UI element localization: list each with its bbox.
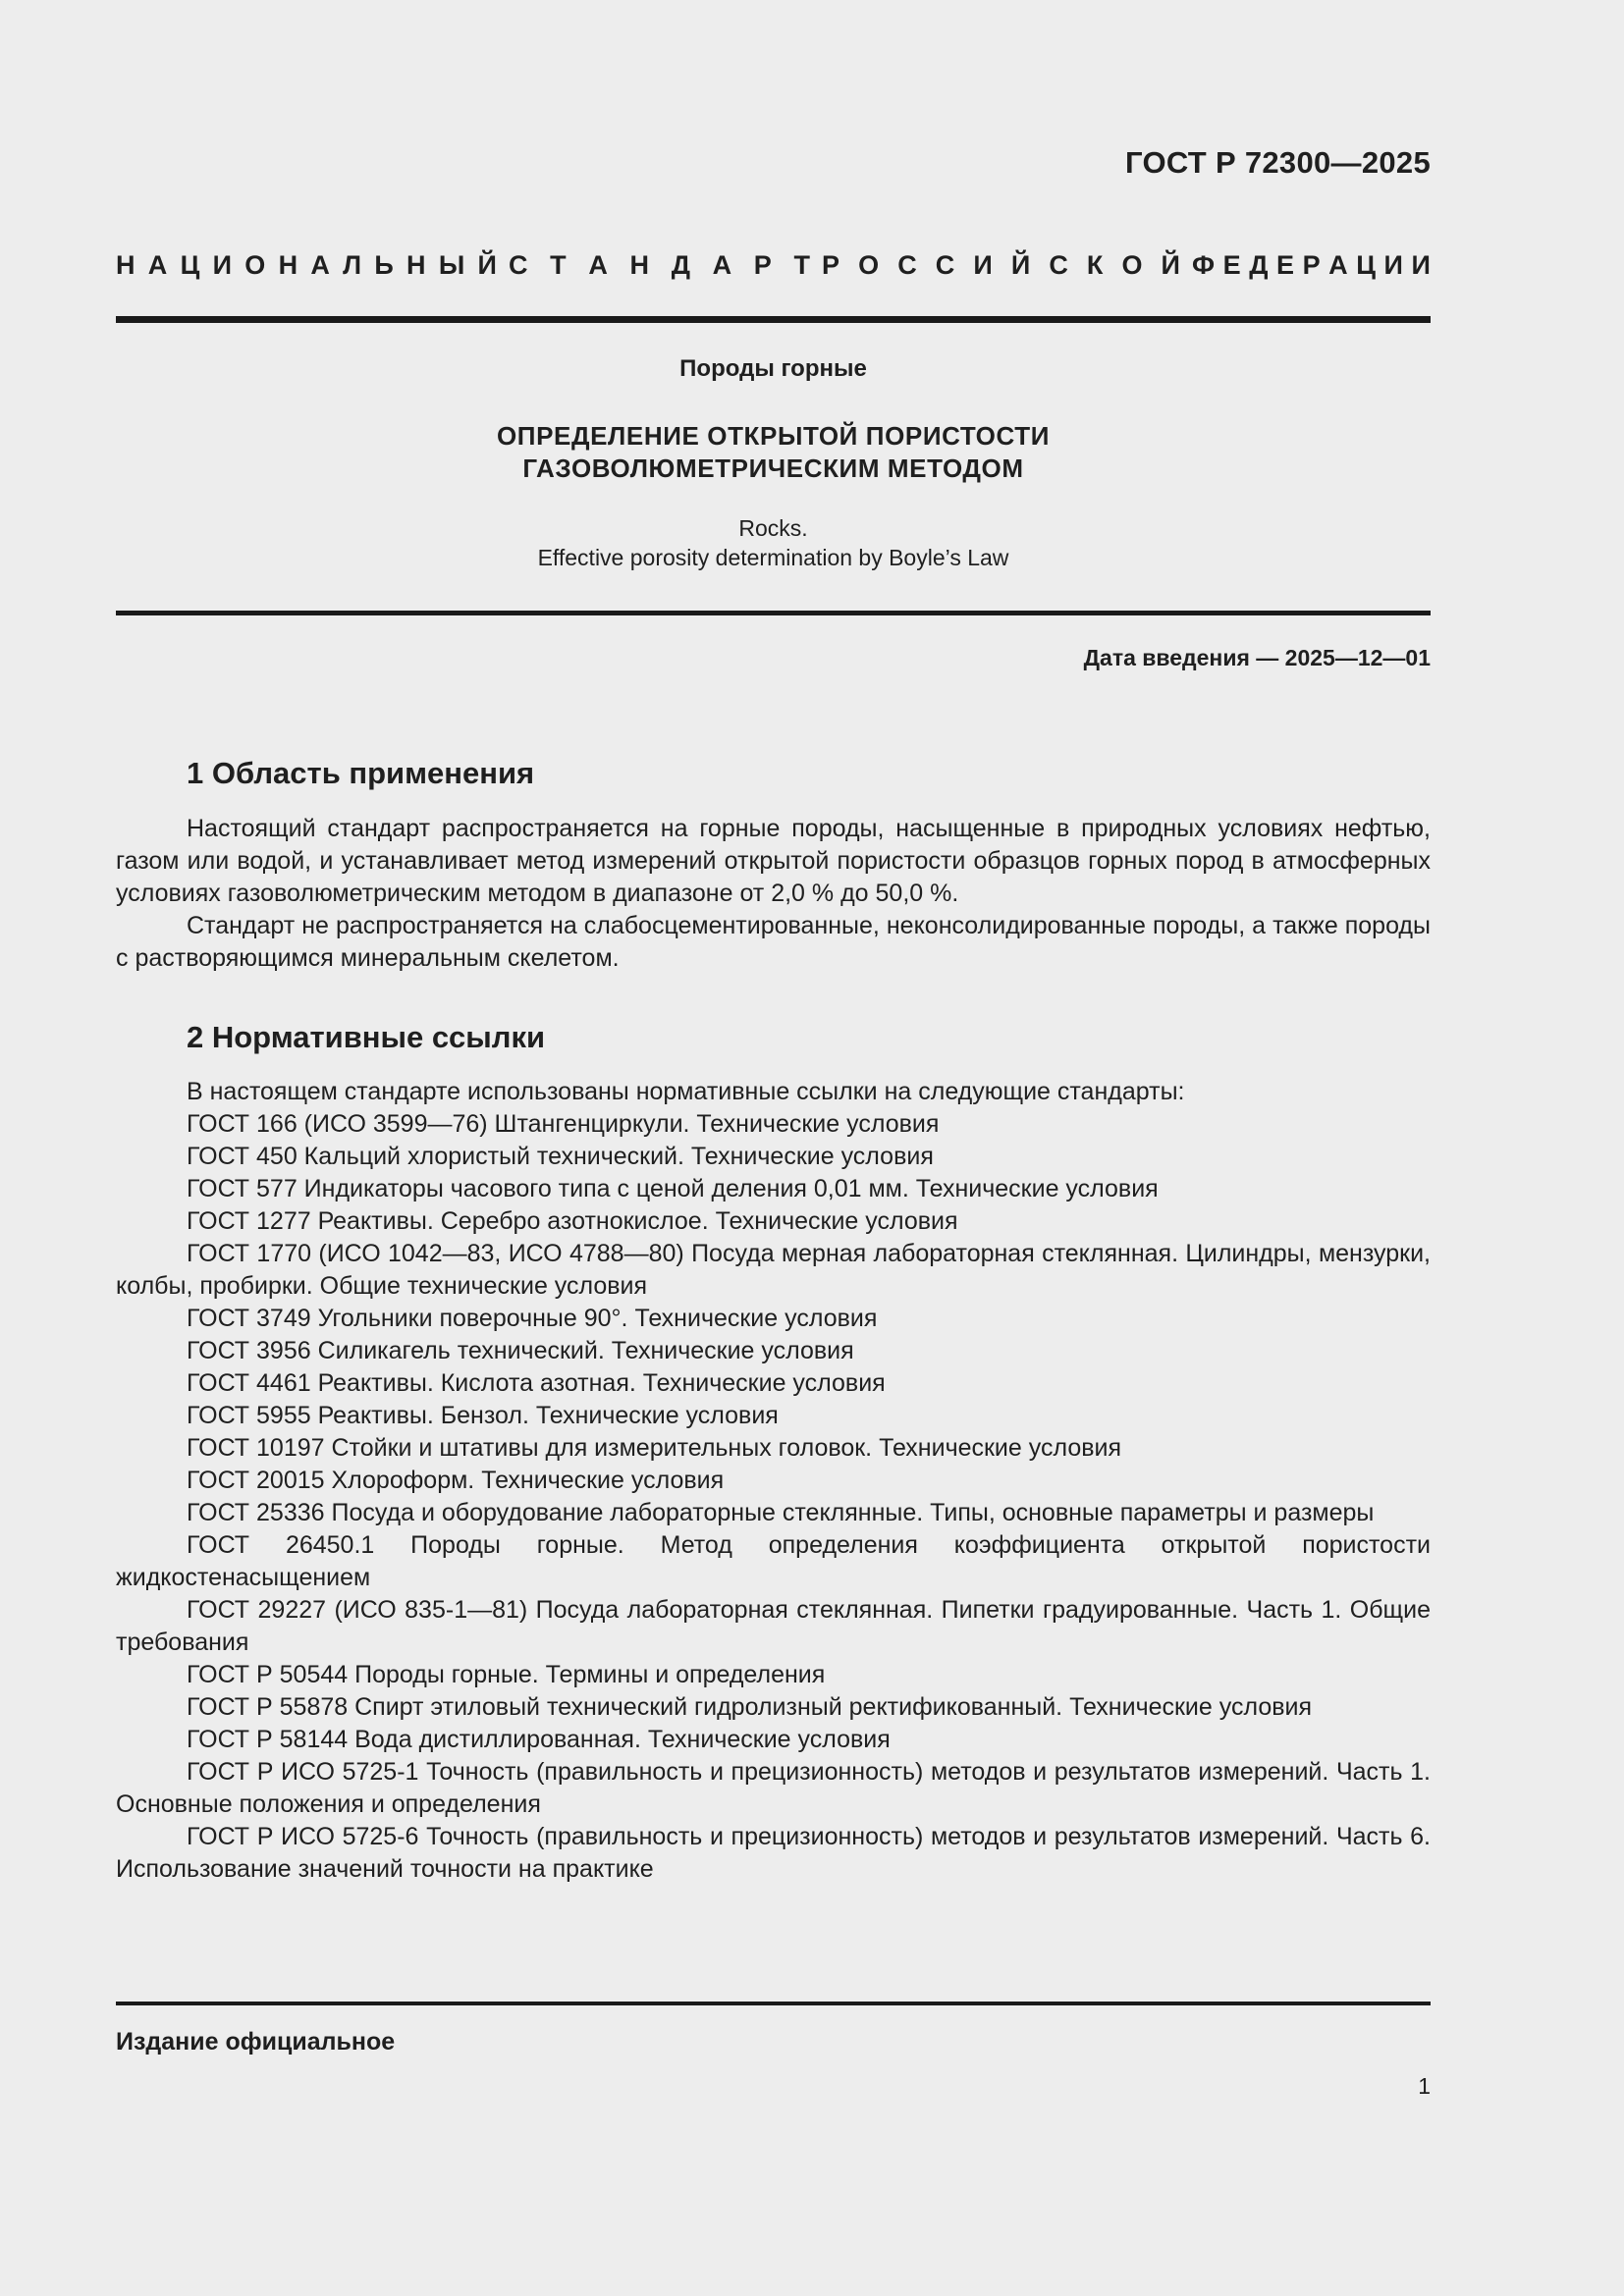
footer-rule bbox=[116, 2002, 1431, 2005]
reference-item: ГОСТ 1770 (ИСО 1042—83, ИСО 4788—80) Посуда мерная лабораторная стеклянная. Цилиндры, мензурки, колбы, пробирки. Общие технические условия bbox=[116, 1240, 1431, 1300]
subject-heading: Породы горные bbox=[679, 355, 867, 382]
reference-item: ГОСТ 20015 Хлороформ. Технические условия bbox=[187, 1467, 725, 1494]
header-word-russian: Р О С С И Й С К О Й bbox=[822, 250, 1180, 280]
paragraph: Стандарт не распространяется на слабосцементированные, неконсолидированные породы, а также породы с растворяющимся минеральным скелетом. bbox=[116, 912, 1431, 972]
reference-item: ГОСТ 166 (ИСО 3599—76) Штангенциркули. Технические условия bbox=[187, 1110, 940, 1138]
official-edition-note: Издание официальное bbox=[116, 2028, 396, 2056]
english-title bbox=[116, 513, 1431, 572]
reference-item: ГОСТ Р ИСО 5725-1 Точность (правильность и прецизионность) методов и результатов измерений. Часть 1. Основные положения и определения bbox=[116, 1758, 1431, 1818]
reference-item: ГОСТ 3956 Силикагель технический. Технические условия bbox=[187, 1337, 854, 1364]
section-heading-scope: 1 Область применения bbox=[187, 756, 535, 790]
references-list bbox=[116, 1076, 1431, 1886]
paragraph: Настоящий стандарт распространяется на горные породы, насыщенные в природных условиях нефтью, газом или водой, и устанавливает метод измерений открытой пористости образцов горных пород в атмосферных условиях газоволюметрическим методом в диапазоне от 2,0 % до 50,0 %. bbox=[116, 815, 1431, 907]
effective-date: Дата введения — 2025—12—01 bbox=[1083, 645, 1431, 670]
reference-item: ГОСТ 1277 Реактивы. Серебро азотнокислое. Технические условия bbox=[187, 1207, 958, 1235]
title-line-2: ГАЗОВОЛЮМЕТРИЧЕСКИМ МЕТОДОМ bbox=[522, 454, 1024, 483]
header-rule bbox=[116, 316, 1431, 323]
reference-item: ГОСТ 577 Индикаторы часового типа с ценой деления 0,01 мм. Технические условия bbox=[187, 1175, 1159, 1202]
english-title-line-2: Effective porosity determination by Boyle’s Law bbox=[537, 545, 1009, 570]
page-number: 1 bbox=[1418, 2073, 1431, 2099]
reference-item: ГОСТ 4461 Реактивы. Кислота азотная. Технические условия bbox=[187, 1369, 886, 1397]
reference-item: ГОСТ 25336 Посуда и оборудование лабораторные стеклянные. Типы, основные параметры и размеры bbox=[187, 1499, 1375, 1526]
title-rule bbox=[116, 611, 1431, 615]
scope-text bbox=[116, 813, 1431, 975]
reference-item: ГОСТ 26450.1 Породы горные. Метод определения коэффициента открытой пористости жидкостенасыщением bbox=[116, 1531, 1431, 1591]
reference-item: ГОСТ 10197 Стойки и штативы для измерительных головок. Технические условия bbox=[187, 1434, 1122, 1462]
references-intro: В настоящем стандарте использованы нормативные ссылки на следующие стандарты: bbox=[187, 1078, 1185, 1105]
reference-item: ГОСТ Р 50544 Породы горные. Термины и определения bbox=[187, 1661, 826, 1688]
header-word-national: Н А Ц И О Н А Л Ь Н Ы Й bbox=[116, 250, 497, 280]
section-heading-references: 2 Нормативные ссылки bbox=[187, 1020, 546, 1054]
title-line-1: ОПРЕДЕЛЕНИЕ ОТКРЫТОЙ ПОРИСТОСТИ bbox=[496, 421, 1051, 451]
document-number: ГОСТ Р 72300—2025 bbox=[1125, 145, 1431, 180]
reference-item: ГОСТ 3749 Угольники поверочные 90°. Технические условия bbox=[187, 1305, 878, 1332]
document-title bbox=[116, 420, 1431, 485]
reference-item: ГОСТ Р 58144 Вода дистиллированная. Технические условия bbox=[187, 1726, 891, 1753]
header-word-standard: С Т А Н Д А Р Т bbox=[509, 250, 810, 280]
reference-item: ГОСТ 450 Кальций хлористый технический. Технические условия bbox=[187, 1143, 934, 1170]
national-standard-header bbox=[116, 250, 1431, 281]
reference-item: ГОСТ 29227 (ИСО 835-1—81) Посуда лабораторная стеклянная. Пипетки градуированные. Часть 1. Общие требования bbox=[116, 1596, 1431, 1656]
header-word-federation: Ф Е Д Е Р А Ц И И bbox=[1192, 250, 1431, 280]
reference-item: ГОСТ Р 55878 Спирт этиловый технический гидролизный ректификованный. Технические условия bbox=[187, 1693, 1313, 1721]
reference-item: ГОСТ 5955 Реактивы. Бензол. Технические условия bbox=[187, 1402, 779, 1429]
reference-item: ГОСТ Р ИСО 5725-6 Точность (правильность и прецизионность) методов и результатов измерений. Часть 6. Использование значений точности на практике bbox=[116, 1823, 1431, 1883]
english-title-line-1: Rocks. bbox=[738, 515, 808, 541]
